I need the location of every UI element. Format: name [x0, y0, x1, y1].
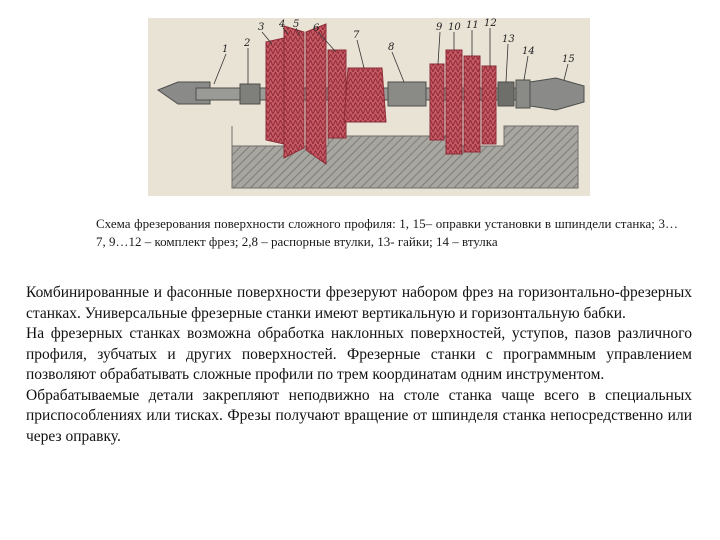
callout-label: 9 [436, 22, 443, 33]
callout-label: 3 [258, 22, 265, 33]
callout-label: 1 [222, 44, 229, 55]
callout-label: 5 [293, 19, 300, 30]
callout-label: 4 [279, 19, 286, 30]
cutter-6 [328, 50, 346, 138]
callout-label: 6 [313, 23, 320, 34]
paragraph: Обрабатываемые детали закрепляют неподвижно на столе станка чаще всего в специальных приспособлениях или тисках. Фрезы получают вращение от шпинделя станка непосредственно или через оправку. [26, 386, 692, 445]
callout-label: 14 [522, 46, 535, 57]
paragraph: На фрезерных станках возможна обработка наклонных поверхностей, уступов, пазов различного профиля, зубчатых и других поверхностей. Фрезерные станки с программным управлением позволяют обрабатывать сложные профили по трем координатам одним инструментом. [26, 325, 692, 383]
cutter-3 [266, 38, 284, 144]
callout-label: 8 [388, 42, 395, 53]
figure-caption: Схема фрезерования поверхности сложного профиля: 1, 15– оправки установки в шпиндели станка; 3…7, 9…12 – комплект фрез; 2,8 – распорные втулки, 13- гайки; 14 – втулка [96, 216, 678, 249]
sleeve-14 [516, 80, 530, 108]
callout-label: 10 [448, 22, 461, 33]
callout-label: 15 [562, 54, 575, 65]
spacer-sleeve-8 [388, 82, 426, 106]
callout-label: 13 [502, 34, 515, 45]
body-text [26, 283, 692, 447]
cutter-7 [344, 68, 386, 122]
nut-13 [498, 82, 514, 106]
cutter-9 [430, 64, 444, 140]
cutter-11 [464, 56, 480, 152]
cutter-4 [284, 26, 304, 158]
callout-label: 11 [466, 20, 479, 31]
callout-label: 12 [484, 18, 497, 29]
cutter-12 [482, 66, 496, 144]
spacer-sleeve-2 [240, 84, 260, 104]
callout-label: 2 [244, 38, 251, 49]
milling-diagram [148, 18, 590, 196]
cutter-10 [446, 50, 462, 154]
callout-label: 7 [353, 30, 360, 41]
cutter-5 [306, 24, 326, 164]
milling-diagram-svg [148, 18, 590, 196]
paragraph: Комбинированные и фасонные поверхности фрезеруют набором фрез на горизонтально-фрезерных станках. Универсальные фрезерные станки имеют вертикальную и горизонтальную бабки. [26, 284, 692, 322]
